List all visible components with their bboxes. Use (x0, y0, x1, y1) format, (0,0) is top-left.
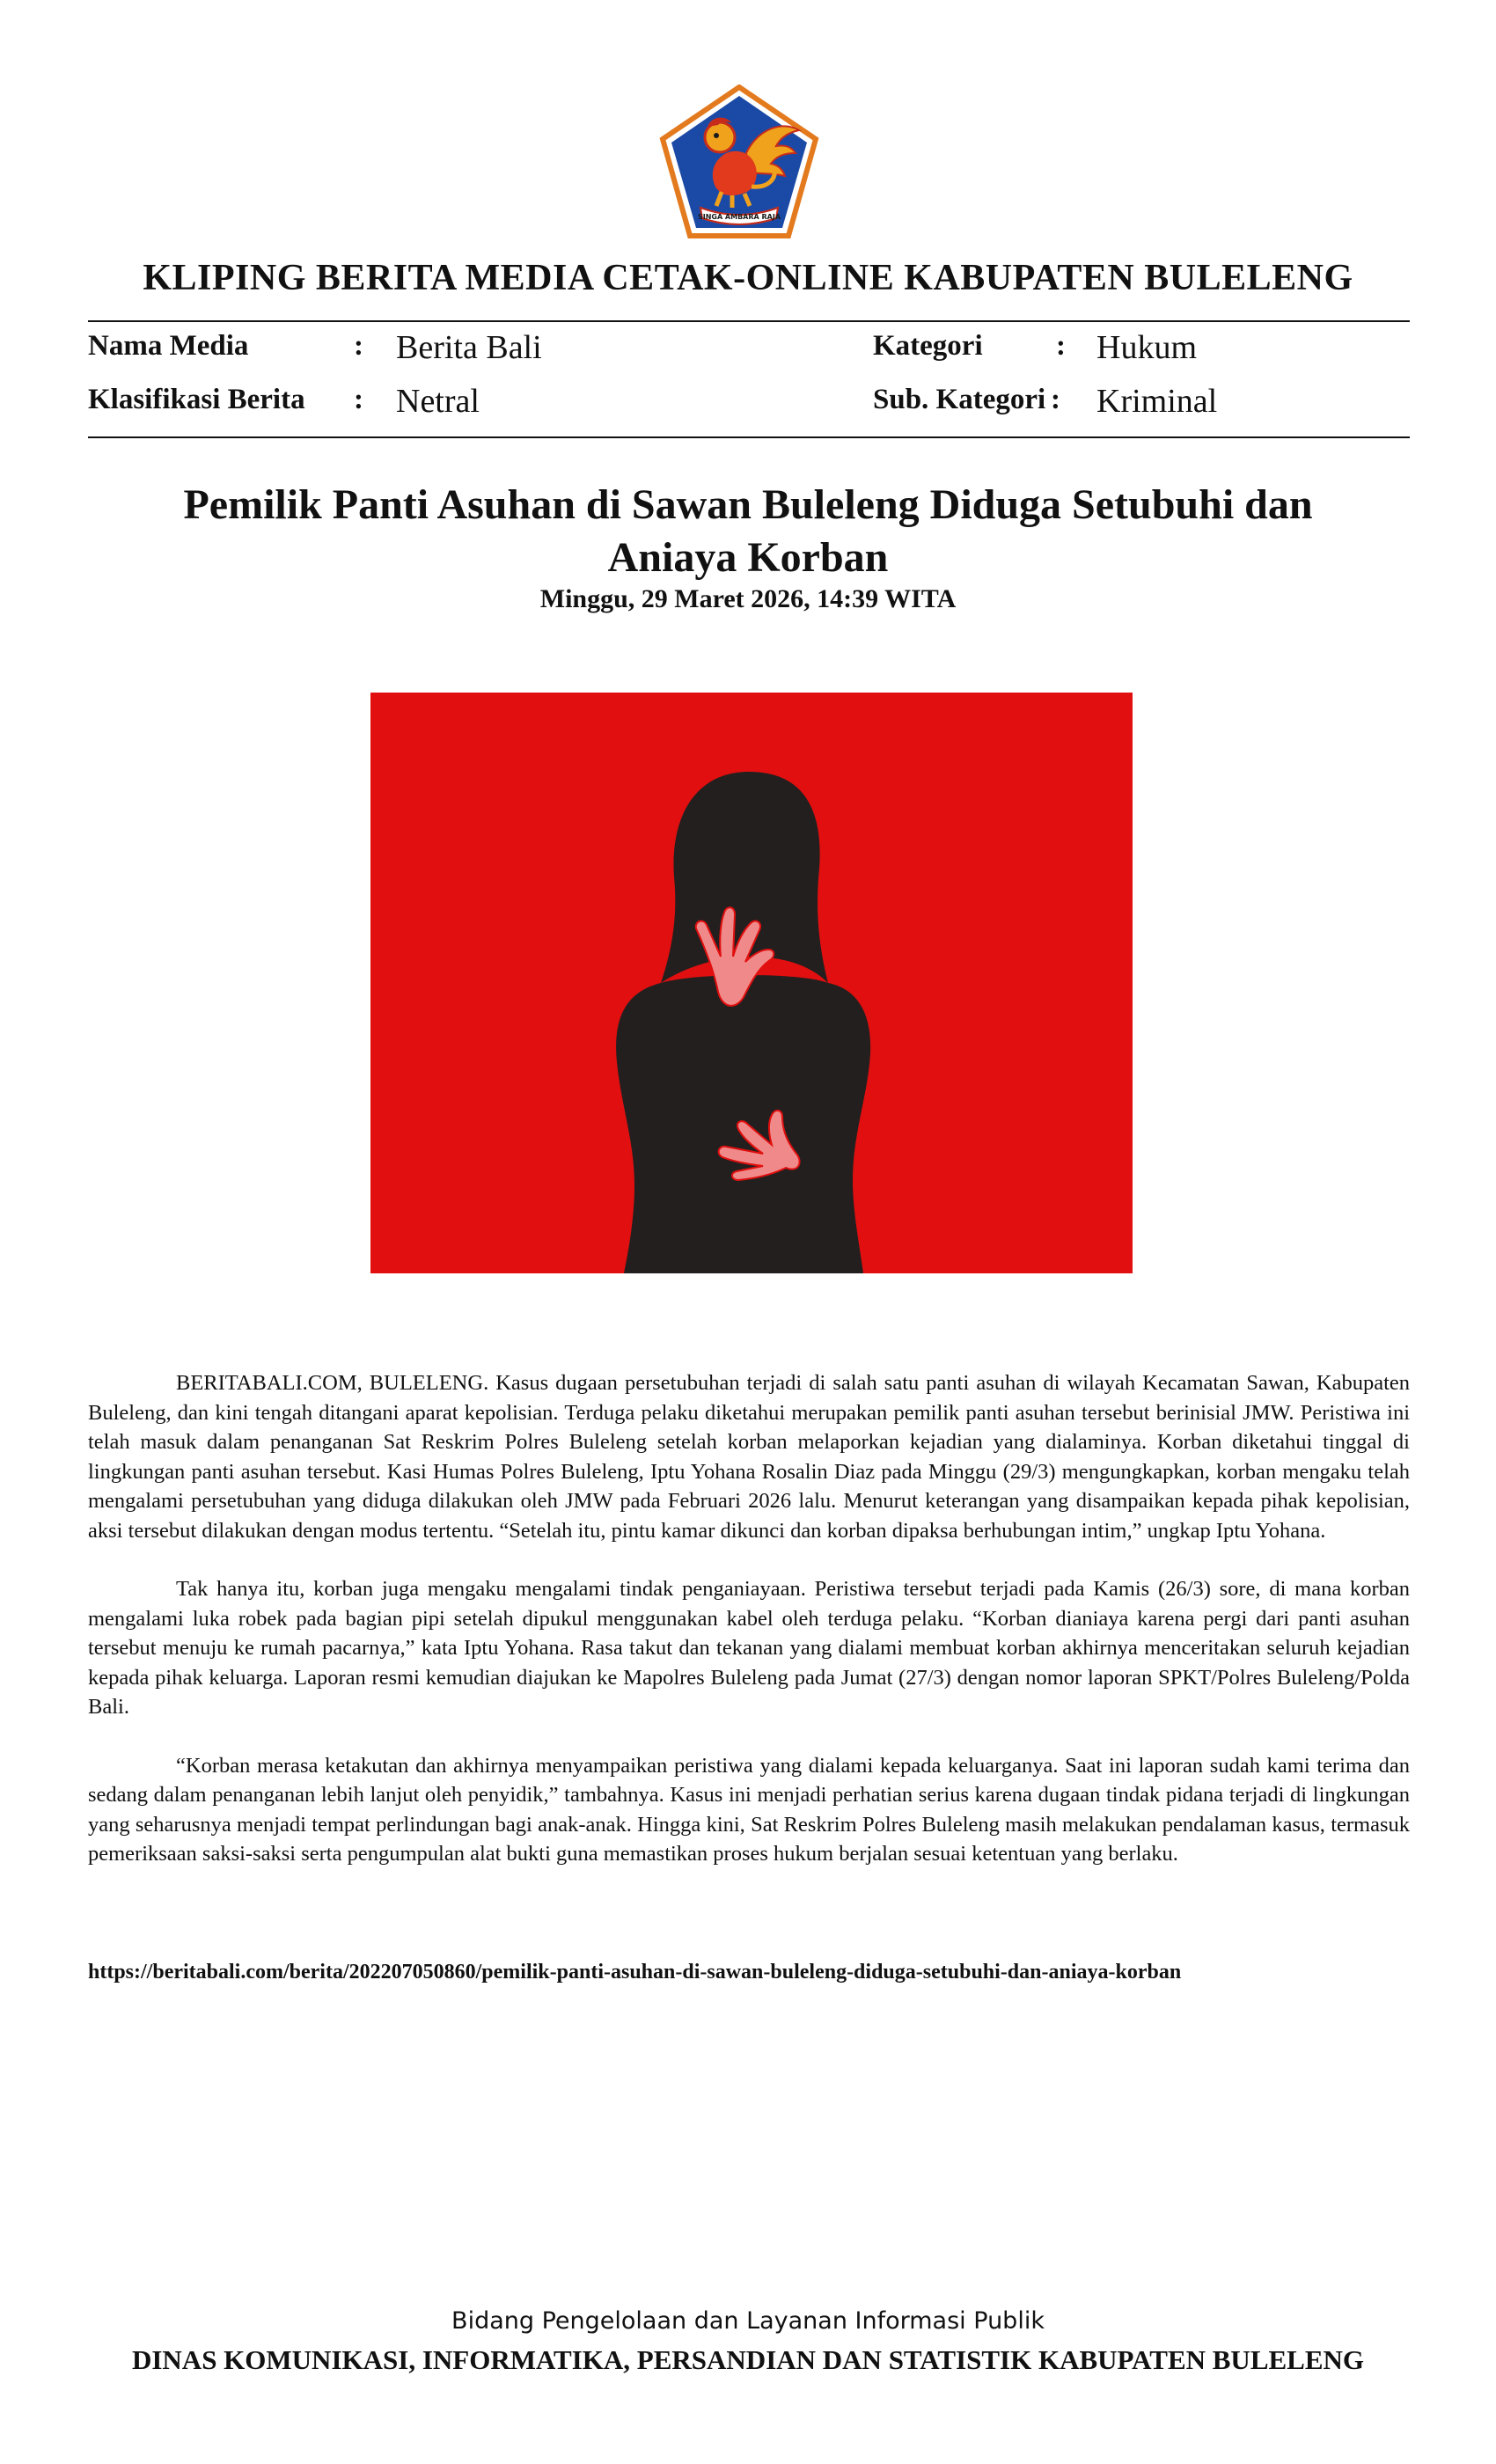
article-paragraph: Tak hanya itu, korban juga mengaku mengalami tindak penganiayaan. Peristiwa tersebut terjadi pada Kamis (26/3) sore, di mana korban mengalami luka robek pada bagian pipi setelah dipukul menggunakan kabel oleh terduga pelaku. “Korban dianiaya karena pergi dari panti asuhan tersebut menuju ke rumah pacarnya,” kata Iptu Yohana. Rasa takut dan tekanan yang dialami membuat korban akhirnya menceritakan seluruh kejadian kepada pihak keluarga. Laporan resmi kemudian diajukan ke Mapolres Buleleng pada Jumat (27/3) dengan nomor laporan SPKT/Polres Buleleng/Polda Bali. (88, 1577, 1410, 1719)
header-divider (88, 320, 1410, 322)
meta-divider (88, 436, 1410, 438)
document-title: KLIPING BERITA MEDIA CETAK-ONLINE KABUPATEN BULELENG (143, 258, 1353, 298)
kategori-value: Hukum (1096, 329, 1197, 366)
logo-motto: SINGA AMBARA RAJA (697, 213, 781, 221)
subkategori-label: Sub. Kategori (873, 384, 1046, 415)
media-colon: : (354, 330, 363, 362)
media-value: Berita Bali (396, 329, 542, 366)
buleleng-emblem-icon (658, 84, 820, 239)
article-image (370, 693, 1133, 1273)
kategori-colon: : (1056, 330, 1066, 362)
klasifikasi-value: Netral (396, 383, 480, 420)
article-body (88, 1368, 1410, 1898)
article-dateline: Minggu, 29 Maret 2026, 14:39 WITA (539, 584, 957, 613)
footer-unit: Bidang Pengelolaan dan Layanan Informasi Publik (451, 2307, 1045, 2335)
article-headline: Pemilik Panti Asuhan di Sawan Buleleng Diduga Setubuhi dan Aniaya Korban (183, 481, 1313, 581)
source-url: https://beritabali.com/berita/202207050860/pemilik-panti-asuhan-di-sawan-buleleng-diduga-setubuhi-dan-aniaya-korban (88, 1961, 1182, 1984)
subkategori-colon: : (1051, 384, 1060, 415)
article-paragraph: BERITABALI.COM, BULELENG. Kasus dugaan persetubuhan terjadi di salah satu panti asuhan di wilayah Kecamatan Sawan, Kabupaten Buleleng, dan kini tengah ditangani aparat kepolisian. Terduga pelaku diketahui merupakan pemilik panti asuhan tersebut berinisial JMW. Peristiwa ini telah masuk dalam penanganan Sat Reskrim Polres Buleleng setelah korban melaporkan kejadian yang dialaminya. Korban diketahui tinggal di lingkungan panti asuhan tersebut. Kasi Humas Polres Buleleng, Iptu Yohana Rosalin Diaz pada Minggu (29/3) mengungkapkan, korban mengaku telah mengalami persetubuhan yang diduga dilakukan oleh JMW pada Februari 2026 lalu. Menurut keterangan yang disampaikan kepada pihak kepolisian, aksi tersebut dilakukan dengan modus tertentu. “Setelah itu, pintu kamar dikunci dan korban dipaksa berhubungan intim,” ungkap Iptu Yohana. (88, 1371, 1410, 1543)
subkategori-value: Kriminal (1096, 383, 1218, 420)
footer-agency: DINAS KOMUNIKASI, INFORMATIKA, PERSANDIAN DAN STATISTIK KABUPATEN BULELENG (131, 2344, 1365, 2375)
klasifikasi-colon: : (354, 384, 363, 415)
kategori-label: Kategori (873, 330, 983, 362)
klasifikasi-label: Klasifikasi Berita (88, 384, 305, 415)
article-paragraph: “Korban merasa ketakutan dan akhirnya menyampaikan peristiwa yang dialami kepada keluarganya. Saat ini laporan sudah kami terima dan sedang dalam penanganan lebih lanjut oleh penyidik,” tambahnya. Kasus ini menjadi perhatian serius karena dugaan tindak pidana terjadi di lingkungan yang seharusnya menjadi tempat perlindungan bagi anak-anak. Hingga kini, Sat Reskrim Polres Buleleng masih melakukan pendalaman kasus, termasuk pemeriksaan saksi-saksi serta pengumpulan alat bukti guna memastikan proses hukum berjalan sesuai ketentuan yang berlaku. (88, 1753, 1410, 1866)
media-label: Nama Media (88, 330, 249, 362)
